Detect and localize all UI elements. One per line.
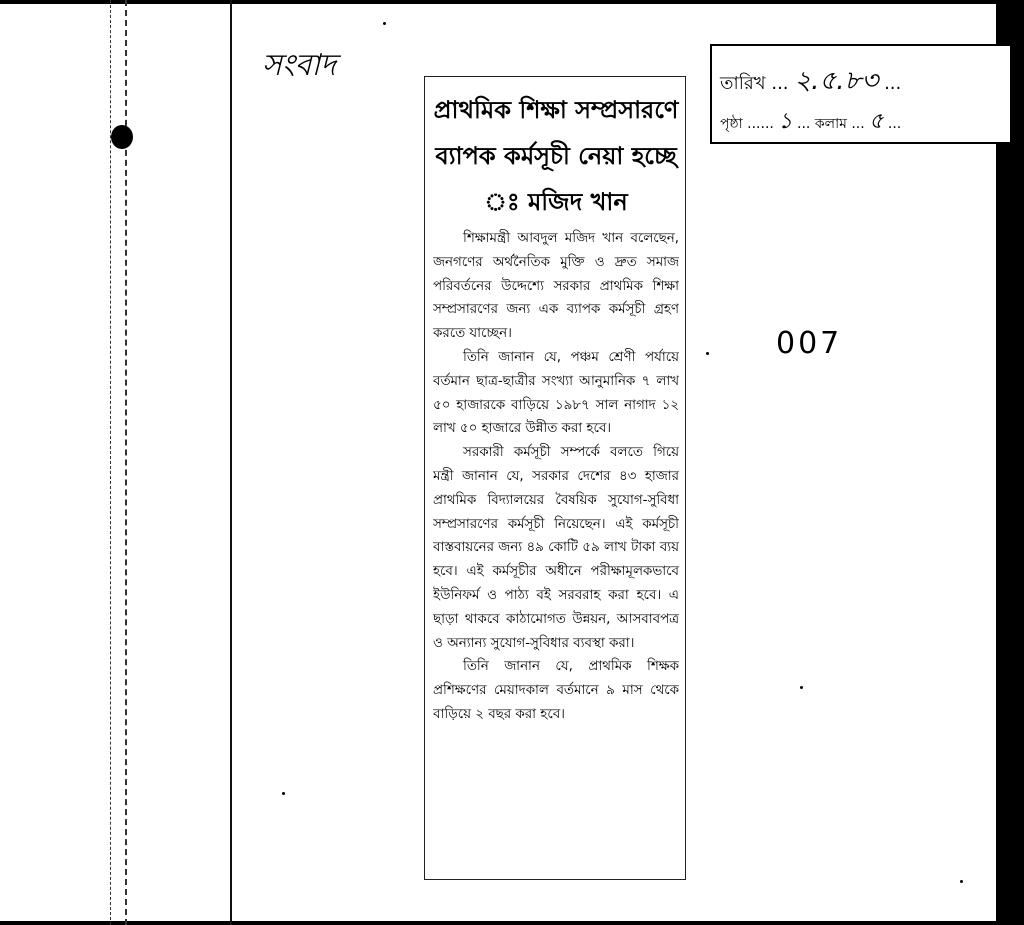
speck bbox=[800, 686, 803, 689]
stamp-date-label: তারিখ bbox=[720, 73, 766, 94]
stamp-column-label: কলাম bbox=[814, 116, 847, 132]
margin-line bbox=[230, 0, 232, 925]
stamp-date-row: তারিখ ... ২.৫.৮৩ ... bbox=[720, 66, 902, 96]
stamp-column-value: ৫ bbox=[869, 109, 884, 134]
stamp-date-value: ২.৫.৮৩ bbox=[794, 66, 879, 96]
scan-top-edge bbox=[0, 0, 1024, 4]
page-number: 007 bbox=[776, 326, 843, 361]
speck bbox=[383, 22, 386, 25]
stamp-page-value: ১ bbox=[778, 109, 793, 134]
article-paragraph: তিনি জানান যে, পঞ্চম শ্রেণী পর্যায়ে বর্তমান ছাত্র-ছাত্রীর সংখ্যা আনুমানিক ৭ লাখ ৫০ হাজারকে বাড়িয়ে ১৯৮৭ সাল নাগাদ ১২ লাখ ৫০ হাজারে উন্নীত করা হবে। bbox=[433, 349, 679, 437]
newspaper-clipping bbox=[424, 76, 686, 880]
scan-bottom-edge bbox=[0, 921, 1024, 925]
newspaper-source-label: সংবাদ bbox=[262, 48, 336, 83]
stamp-page-row: পৃষ্ঠা ...... ১ ... কলাম ... ৫ ... bbox=[720, 109, 902, 134]
article-paragraph: শিক্ষামন্ত্রী আবদুল মজিদ খান বলেছেন, জনগণের অর্থনৈতিক মুক্তি ও দ্রুত সমাজ পরিবর্তনের উদ্দেশ্যে সরকার প্রাথমিক শিক্ষা সম্প্রসারণের জন্য এক ব্যাপক কর্মসূচী গ্রহণ করতে যাচ্ছেন। bbox=[433, 231, 679, 342]
article-headline: প্রাথমিক শিক্ষা সম্প্রসারণে ব্যাপক কর্মসূচী নেয়া হচ্ছে ঃ মজিদ খান bbox=[433, 96, 679, 216]
stamp-page-label: পৃষ্ঠা bbox=[720, 116, 743, 132]
article-paragraph: তিনি জানান যে, প্রাথমিক শিক্ষক প্রশিক্ষণের মেয়াদকাল বর্তমানে ৯ মাস থেকে বাড়িয়ে ২ বছর করা হবে। bbox=[433, 659, 679, 722]
speck bbox=[282, 792, 285, 795]
date-stamp-box bbox=[710, 44, 1012, 144]
speck bbox=[960, 880, 963, 883]
punch-hole bbox=[111, 125, 133, 149]
speck bbox=[706, 352, 709, 355]
article-body bbox=[433, 227, 679, 873]
article-paragraph: সরকারী কর্মসূচী সম্পর্কে বলতে গিয়ে মন্ত্রী জানান যে, সরকার দেশের ৪৩ হাজার প্রাথমিক বিদ্যালয়ের বৈষয়িক সুযোগ-সুবিধা সম্প্রসারণের কর্মসূচী নিয়েছেন। এই কর্মসূচী বাস্তবায়নের জন্য ৪৯ কোটি ৫৯ লাখ টাকা ব্যয় হবে। এই কর্মসূচীর অধীনে পরীক্ষামূলকভাবে ইউনিফর্ম ও পাঠ্য বই সরবরাহ করা হবে। এ ছাড়া থাকবে কাঠামোগত উন্নয়ন, আসবাবপত্র ও অন্যান্য সুযোগ-সুবিধার ব্যবস্থা করা। bbox=[433, 445, 679, 651]
